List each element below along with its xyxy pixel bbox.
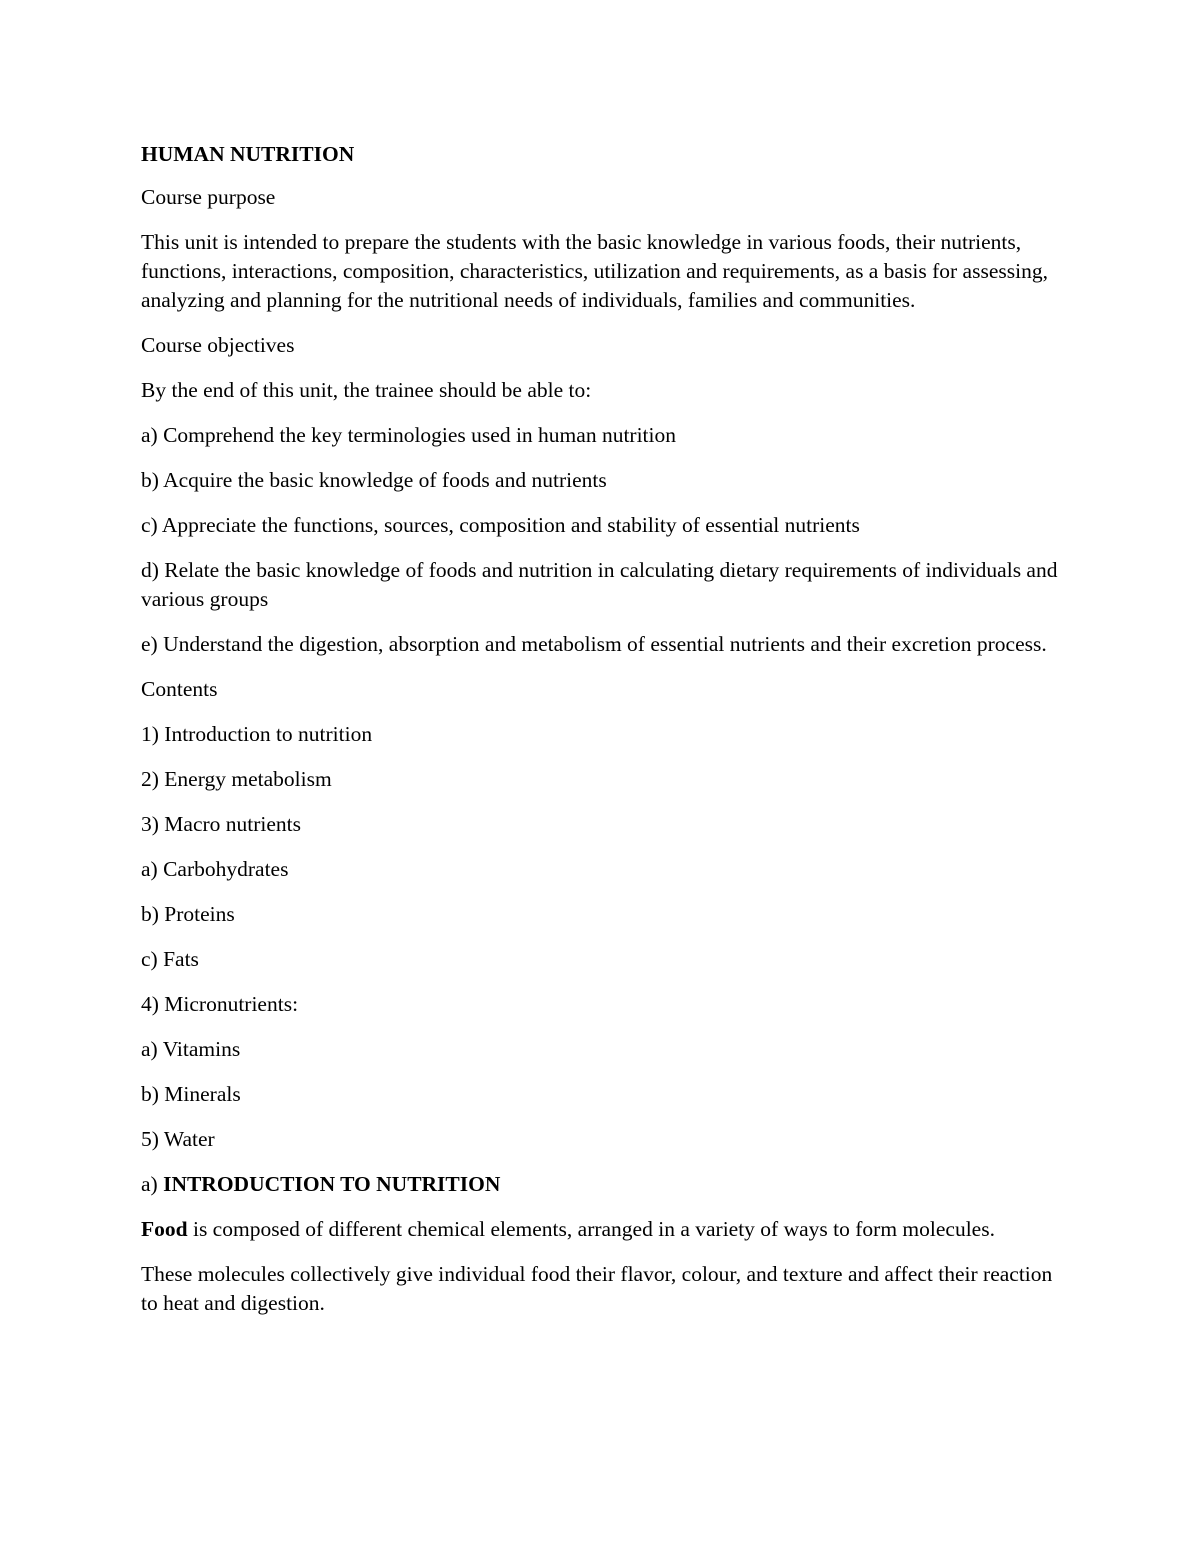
course-purpose-heading: Course purpose [141, 185, 276, 209]
contents-item: a) Carbohydrates [141, 857, 289, 881]
document-page [141, 140, 1059, 1334]
section-prefix: a) [141, 1172, 164, 1196]
objective-item: d) Relate the basic knowledge of foods and nutrition in calculating dietary requirements of individuals and various groups [141, 558, 1058, 611]
objective-item: a) Comprehend the key terminologies used in human nutrition [141, 423, 677, 447]
food-term: Food [141, 1217, 188, 1241]
course-purpose-text: This unit is intended to prepare the students with the basic knowledge in various foods, their nutrients, functions, interactions, composition, characteristics, utilization and requirements, as a basis for assessing, analyzing and planning for the nutritional needs of individuals, families and communities. [141, 230, 1048, 312]
objective-item: c) Appreciate the functions, sources, composition and stability of essential nutrients [141, 513, 860, 537]
food-paragraph [141, 1215, 1059, 1244]
molecules-paragraph: These molecules collectively give individual food their flavor, colour, and texture and affect their reaction to heat and digestion. [141, 1262, 1053, 1315]
food-text: is composed of different chemical elements, arranged in a variety of ways to form molecules. [187, 1217, 995, 1241]
contents-item: b) Proteins [141, 902, 235, 926]
contents-item: 3) Macro nutrients [141, 812, 302, 836]
contents-item: c) Fats [141, 947, 199, 971]
course-objectives-heading: Course objectives [141, 333, 295, 357]
contents-heading: Contents [141, 677, 218, 701]
course-objectives-intro: By the end of this unit, the trainee should be able to: [141, 378, 592, 402]
contents-item: 2) Energy metabolism [141, 767, 332, 791]
objective-item: b) Acquire the basic knowledge of foods and nutrients [141, 468, 607, 492]
objective-item: e) Understand the digestion, absorption and metabolism of essential nutrients and their excretion process. [141, 632, 1047, 656]
section-heading [141, 1170, 1059, 1199]
contents-item: 1) Introduction to nutrition [141, 722, 373, 746]
contents-item: b) Minerals [141, 1082, 241, 1106]
contents-item: 4) Micronutrients: [141, 992, 299, 1016]
contents-item: a) Vitamins [141, 1037, 241, 1061]
contents-item: 5) Water [141, 1127, 215, 1151]
section-heading-text: INTRODUCTION TO NUTRITION [163, 1172, 501, 1196]
document-title: HUMAN NUTRITION [141, 142, 355, 166]
